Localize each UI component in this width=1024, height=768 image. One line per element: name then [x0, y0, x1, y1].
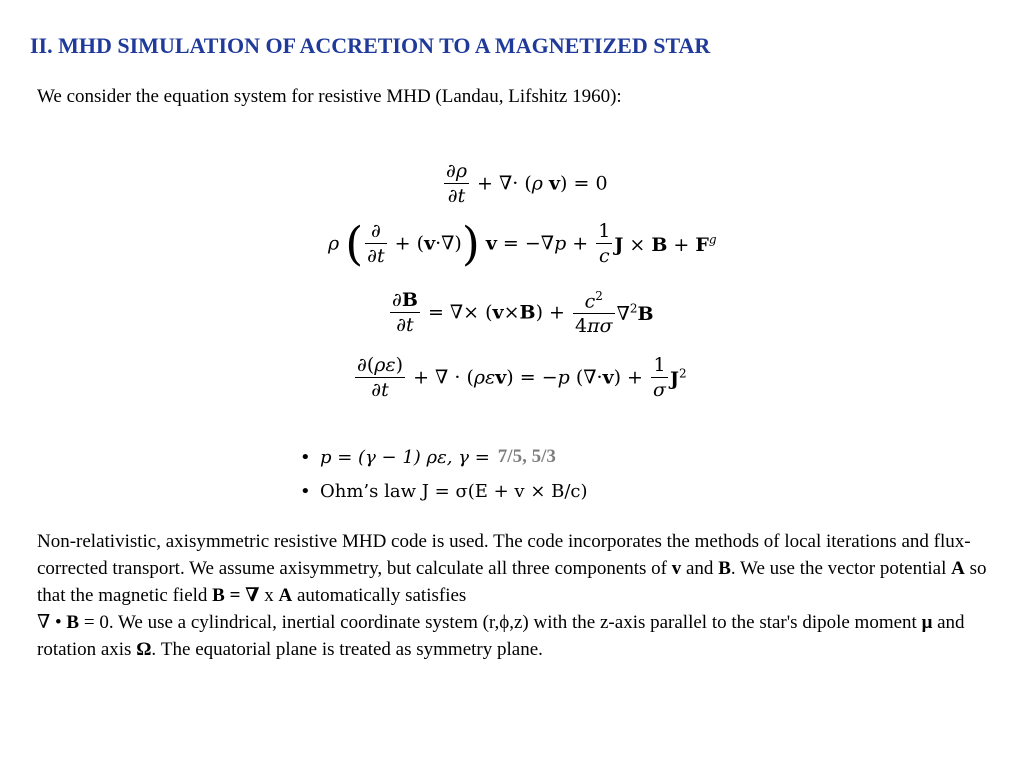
bullet-icon: •: [300, 446, 311, 468]
bullet-list: [300, 440, 588, 508]
bullet-icon: •: [300, 480, 311, 502]
dipole-moment-symbol: μ: [921, 612, 933, 633]
paragraph-text: . The equatorial plane is treated as symmetry plane.: [151, 639, 543, 660]
slide-title: II. MHD SIMULATION OF ACCRETION TO A MAGNETIZED STAR: [30, 33, 711, 58]
bullet-eos: [300, 440, 588, 474]
paragraph-text: so that the magnetic field: [37, 558, 987, 606]
paragraph-text: = 0. We use a cylindrical, inertial coordinate system (r,ϕ,z) with the z-axis parallel to the star's dipole moment: [79, 612, 922, 633]
vector-b: B: [718, 558, 731, 579]
divergence-symbol: ∇ •: [37, 612, 67, 633]
eos-formula: p = (γ − 1) ρε, γ =: [320, 446, 490, 468]
equation-continuity: $\frac{\partial\rho}{\partial t}$ + ∇· (ρ v) = 0: [446, 160, 608, 207]
equation-momentum: ρ ( $\frac{\partial}{\partial t}$ + (v·∇)) v = −∇p + $\frac{1}{c}$ $J \times B + F^g$: [328, 216, 717, 271]
paragraph-text: x: [259, 585, 279, 606]
description-paragraph: [37, 528, 997, 663]
paragraph-text: automatically satisfies: [292, 585, 467, 606]
field-equation: B = ∇: [212, 585, 260, 606]
paragraph-text: . We use the vector potential: [730, 558, 952, 579]
vector-a: A: [951, 558, 965, 579]
equation-energy: $\frac{\partial(\rho\varepsilon)}{\partial t}$ + ∇ · (ρεv) = −p (∇·v) + $\frac{1}{\sigma}$ $J^2$: [357, 354, 687, 401]
vector-a: A: [278, 585, 293, 606]
vector-v: v: [671, 558, 682, 579]
paragraph-text: Non-relativistic, axisymmetric resistive MHD code is used. The code incorporates the methods of local iterations and flux-corrected transport. We assume axisymmetry, but calculate all three components of: [37, 531, 971, 579]
intro-text: We consider the equation system for resistive MHD (Landau, Lifshitz 1960):: [37, 86, 622, 107]
gamma-values: 7/5, 5/3: [497, 446, 556, 467]
paragraph-text: and rotation axis: [37, 612, 965, 660]
vector-b: B: [66, 612, 80, 633]
rotation-axis-symbol: Ω: [136, 639, 152, 660]
equation-induction: $\frac{\partial B}{\partial t}$ = ∇× (v×B) + $\frac{c^2}{4\pi\sigma}$ ∇$^2$B: [392, 289, 654, 338]
bullet-ohm: [300, 474, 588, 508]
ohm-law: Ohm’s law J = σ(E + v × B/c): [320, 480, 588, 502]
paragraph-text: and: [681, 558, 719, 579]
